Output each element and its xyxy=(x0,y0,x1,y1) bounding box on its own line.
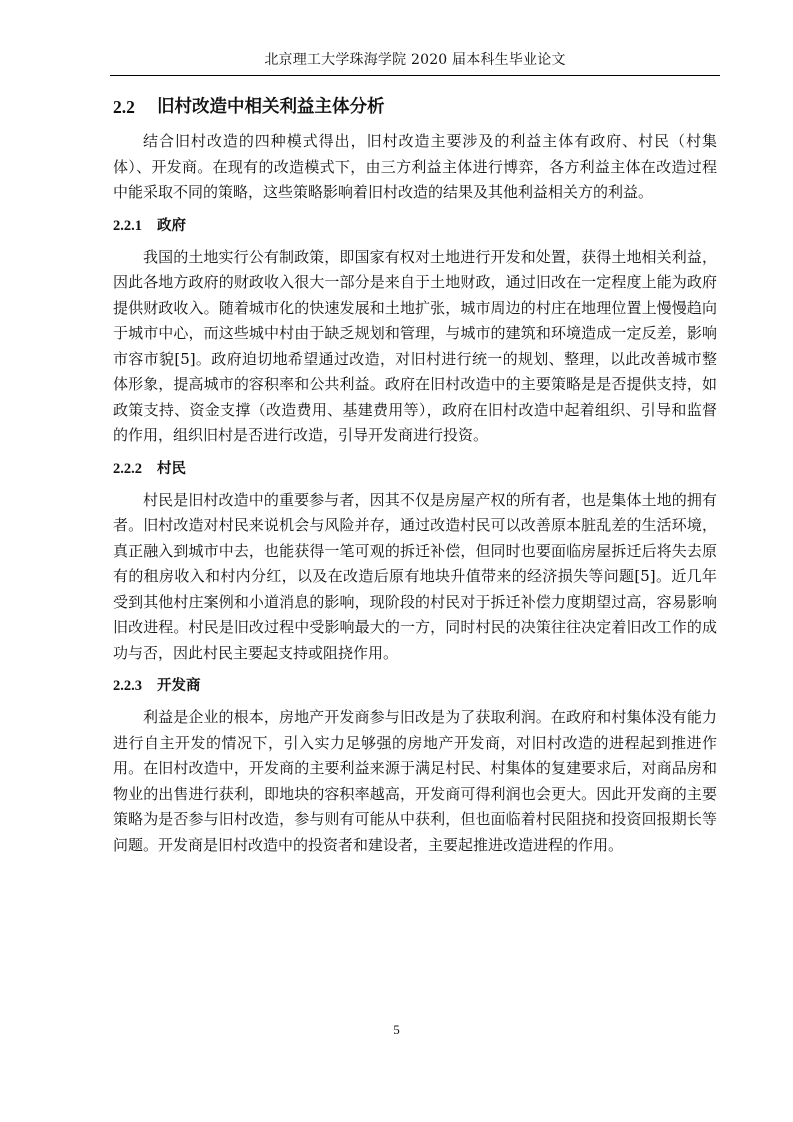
subsection-title: 村民 xyxy=(157,459,186,477)
subsection-number: 2.2.2 xyxy=(113,460,142,477)
paragraph-government: 我国的土地实行公有制政策，即国家有权对土地进行开发和处置，获得土地相关利益，因此各地方政府的财政收入很大一部分是来自于土地财政，通过旧改在一定程度上能为政府提供财政收入。随着城市化的快速发展和土地扩张，城市周边的村庄在地理位置上慢慢趋向于城市中心，而这些城中村由于缺乏规划和管理，与城市的建筑和环境造成一定反差，影响市容市貌[5]。政府迫切地希望通过改造，对旧村进行统一的规划、整理，以此改善城市整体形象，提高城市的容积率和公共利益。政府在旧村改造中的主要策略是是否提供支持，如政策支持、资金支撑（改造费用、基建费用等），政府在旧村改造中起着组织、引导和监督的作用，组织旧村是否进行改造，引导开发商进行投资。 xyxy=(113,247,717,444)
subsection-title: 政府 xyxy=(157,216,186,234)
subsection-heading-developers xyxy=(113,675,717,697)
subsection-number: 2.2.1 xyxy=(113,217,142,234)
running-header: 北京理工大学珠海学院 2020 届本科生毕业论文 xyxy=(264,52,566,68)
subsection-title: 开发商 xyxy=(157,677,201,694)
subsection-number: 2.2.3 xyxy=(113,678,142,694)
paragraph-developers: 利益是企业的根本，房地产开发商参与旧改是为了获取利润。在政府和村集体没有能力进行自主开发的情况下，引入实力足够强的房地产开发商，对旧村改造的进程起到推进作用。在旧村改造中，开发商的主要利益来源于满足村民、村集体的复建要求后，对商品房和物业的出售进行获利，即地块的容积率越高，开发商可得利润也会更大。因此开发商的主要策略为是否参与旧村改造，参与则有可能从中获利，但也面临着村民阻挠和投资回报期长等问题。开发商是旧村改造中的投资者和建设者，主要起推进改造进程的作用。 xyxy=(113,708,717,854)
section-title: 旧村改造中相关利益主体分析 xyxy=(157,97,385,117)
subsection-heading-government xyxy=(113,215,717,237)
intro-paragraph: 结合旧村改造的四种模式得出，旧村改造主要涉及的利益主体有政府、村民（村集体）、开发商。在现有的改造模式下，由三方利益主体进行博弈，各方利益主体在改造过程中能采取不同的策略，这些策略影响着旧村改造的结果及其他利益相关方的利益。 xyxy=(113,132,717,201)
subsection-heading-villagers xyxy=(113,458,717,480)
page-content xyxy=(113,95,717,867)
section-heading xyxy=(113,95,717,119)
paragraph-villagers: 村民是旧村改造中的重要参与者，因其不仅是房屋产权的所有者，也是集体土地的拥有者。旧村改造对村民来说机会与风险并存，通过改造村民可以改善原本脏乱差的生活环境，真正融入到城市中去，也能获得一笔可观的拆迁补偿，但同时也要面临房屋拆迁后将失去原有的租房收入和村内分红，以及在改造后原有地块升值带来的经济损失等问题[5]。近几年受到其他村庄案例和小道消息的影响，现阶段的村民对于拆迁补偿力度期望过高，容易影响旧改进程。村民是旧改过程中受影响最大的一方，同时村民的决策往往决定着旧改工作的成功与否，因此村民主要起支持或阻挠作用。 xyxy=(113,490,717,662)
page-number: 5 xyxy=(393,1022,400,1037)
section-number: 2.2 xyxy=(113,97,135,117)
header-rule xyxy=(110,75,720,76)
